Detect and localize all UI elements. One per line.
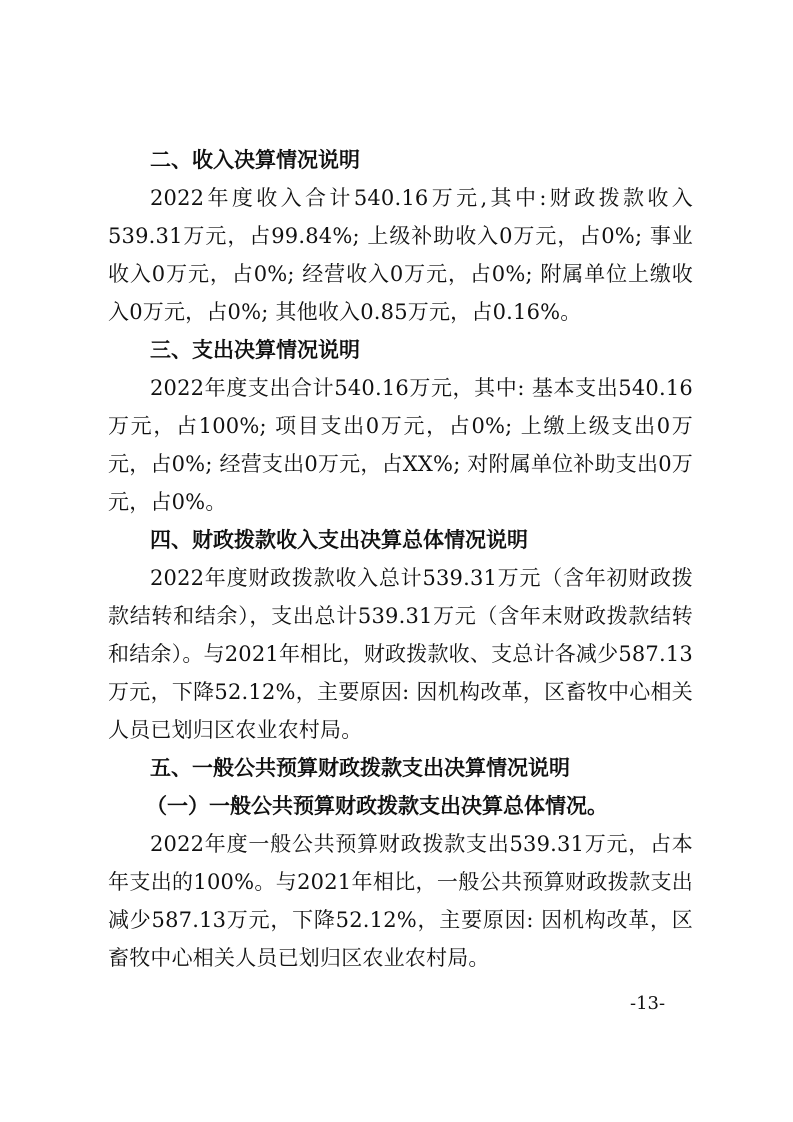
section-heading-income: 二、收入决算情况说明	[150, 148, 360, 172]
section-heading-expenditure: 三、支出决算情况说明	[150, 338, 360, 362]
subsection-heading-general-budget-overview: （一）一般公共预算财政拨款支出决算总体情况。	[146, 794, 608, 818]
section-body-general-budget: 2022年度一般公共预算财政拨款支出539.31万元，占本年支出的100%。与2021年相比，一般公共预算财政拨款支出减少587.13万元，下降52.12%，主要原因: 因机构改革，区畜牧中心相关人员已划归区农业农村局。	[108, 832, 693, 970]
page-number: -13-	[630, 993, 666, 1014]
page-content	[108, 141, 693, 977]
section-heading-general-budget: 五、一般公共预算财政拨款支出决算情况说明	[150, 756, 570, 780]
section-heading-fiscal-total: 四、财政拨款收入支出决算总体情况说明	[150, 528, 528, 552]
section-body-expenditure: 2022年度支出合计540.16万元，其中: 基本支出540.16万元，占100%; 项目支出0万元，占0%; 上缴上级支出0万元，占0%; 经营支出0万元，占XX%; 对附属单位补助支出0万元，占0%。	[108, 376, 693, 514]
section-body-fiscal-total: 2022年度财政拨款收入总计539.31万元（含年初财政拨款结转和结余），支出总计539.31万元（含年末财政拨款结转和结余）。与2021年相比，财政拨款收、支总计各减少587.13万元，下降52.12%，主要原因: 因机构改革，区畜牧中心相关人员已划归区农业农村局。	[108, 566, 693, 742]
section-body-income: 2022年度收入合计540.16万元,其中:财政拨款收入539.31万元，占99.84%; 上级补助收入0万元，占0%; 事业收入0万元，占0%; 经营收入0万元，占0%; 附属单位上缴收入0万元，占0%; 其他收入0.85万元，占0.16%。	[108, 186, 693, 324]
